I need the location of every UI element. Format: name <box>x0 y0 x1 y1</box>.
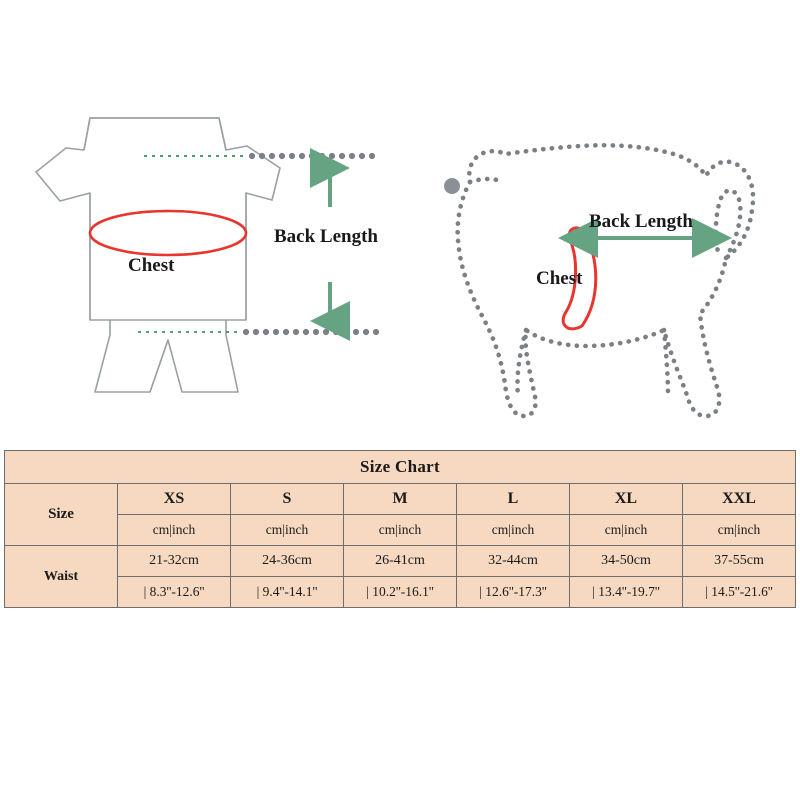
waist-cm-xxl: 37-55cm <box>683 546 796 577</box>
header-col-m: M <box>344 484 457 515</box>
waist-inch-m: | 10.2''-16.1'' <box>344 577 457 608</box>
waist-cm-l: 32-44cm <box>457 546 570 577</box>
waist-inch-xxl: | 14.5''-21.6'' <box>683 577 796 608</box>
waist-cm-m: 26-41cm <box>344 546 457 577</box>
size-chart-table <box>4 450 796 608</box>
label-back-length-left: Back Length <box>274 226 378 247</box>
table-header-row <box>5 484 796 515</box>
unit-xxl: cm|inch <box>683 515 796 546</box>
label-chest-left: Chest <box>128 255 175 276</box>
table-unit-row <box>5 515 796 546</box>
waist-inch-xl: | 13.4''-19.7'' <box>570 577 683 608</box>
waist-inch-xs: | 8.3''-12.6'' <box>118 577 231 608</box>
unit-m: cm|inch <box>344 515 457 546</box>
unit-s: cm|inch <box>231 515 344 546</box>
unit-l: cm|inch <box>457 515 570 546</box>
label-chest-right: Chest <box>536 268 583 289</box>
table-row <box>5 577 796 608</box>
size-chart-table-wrapper <box>4 450 796 608</box>
header-col-l: L <box>457 484 570 515</box>
header-col-xs: XS <box>118 484 231 515</box>
waist-cm-s: 24-36cm <box>231 546 344 577</box>
unit-xs: cm|inch <box>118 515 231 546</box>
unit-xl: cm|inch <box>570 515 683 546</box>
header-col-s: S <box>231 484 344 515</box>
table-row <box>5 546 796 577</box>
header-col-xxl: XXL <box>683 484 796 515</box>
table-title-row <box>5 451 796 484</box>
nose-dot <box>444 178 460 194</box>
header-size: Size <box>5 484 118 546</box>
header-col-xl: XL <box>570 484 683 515</box>
waist-cm-xs: 21-32cm <box>118 546 231 577</box>
label-back-length-right: Back Length <box>589 211 693 232</box>
waist-inch-l: | 12.6''-17.3'' <box>457 577 570 608</box>
waist-inch-s: | 9.4''-14.1'' <box>231 577 344 608</box>
waist-cm-xl: 34-50cm <box>570 546 683 577</box>
row-label-waist: Waist <box>5 546 118 608</box>
dog-outline-fill <box>458 145 753 416</box>
table-title: Size Chart <box>5 451 796 484</box>
